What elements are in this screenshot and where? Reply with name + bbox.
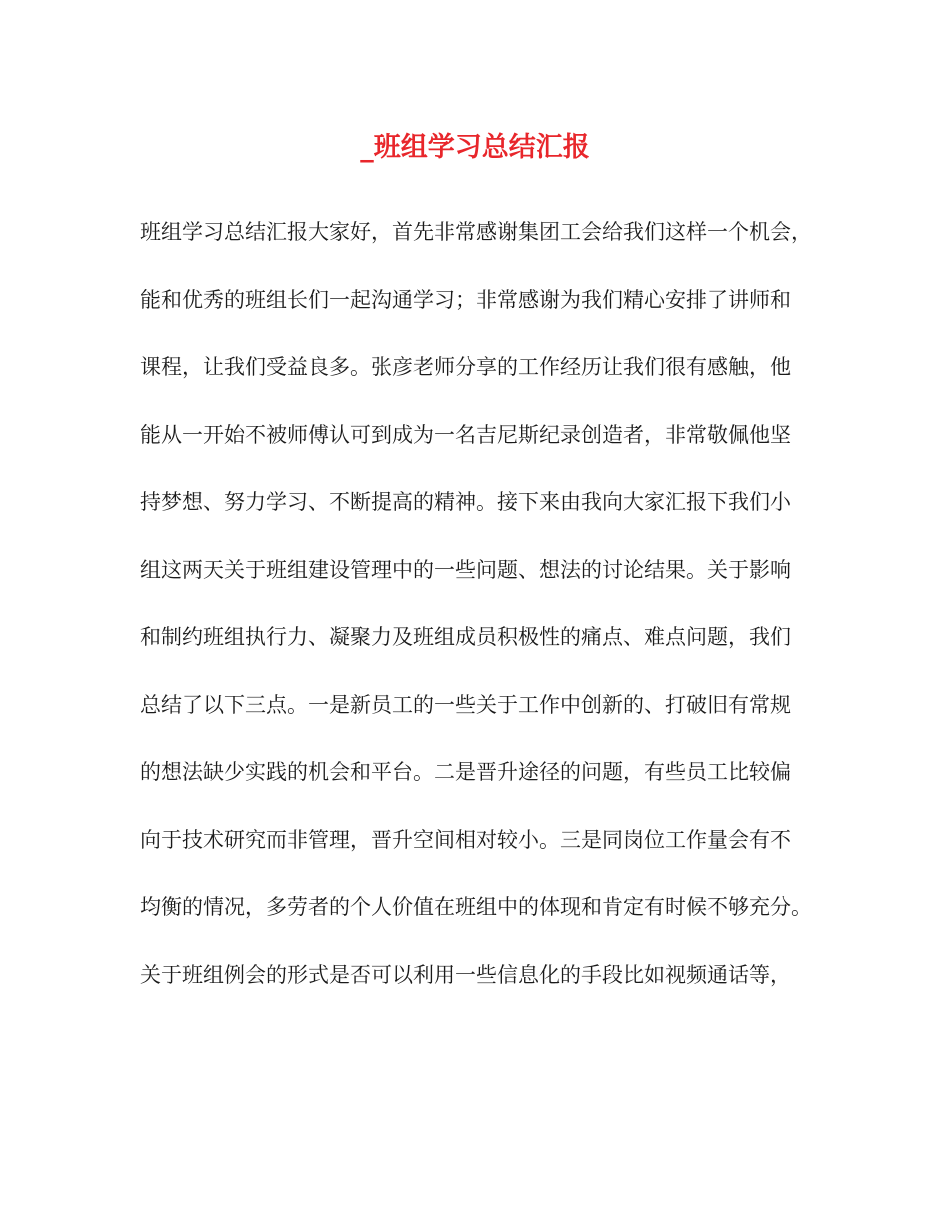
body-line: 班组学习总结汇报大家好，首先非常感谢集团工会给我们这样一个机会， bbox=[140, 220, 812, 244]
body-line: 和制约班组执行力、凝聚力及班组成员积极性的痛点、难点问题，我们 bbox=[140, 625, 791, 649]
body-line: 向于技术研究而非管理，晋升空间相对较小。三是同岗位工作量会有不 bbox=[140, 827, 791, 852]
body-line: 总结了以下三点。一是新员工的一些关于工作中创新的、打破旧有常规 bbox=[140, 692, 791, 717]
body-line: 持梦想、努力学习、不断提高的精神。接下来由我向大家汇报下我们小 bbox=[140, 490, 791, 514]
body-line: 的想法缺少实践的机会和平台。二是晋升途径的问题，有些员工比较偏 bbox=[140, 760, 791, 784]
body-line: 能和优秀的班组长们一起沟通学习；非常感谢为我们精心安排了讲师和 bbox=[140, 287, 791, 312]
body-line: 关于班组例会的形式是否可以利用一些信息化的手段比如视频通话等， bbox=[140, 962, 791, 987]
body-line: 能从一开始不被师傅认可到成为一名吉尼斯纪录创造者，非常敬佩他坚 bbox=[140, 422, 791, 447]
body-line: 课程，让我们受益良多。张彦老师分享的工作经历让我们很有感触，他 bbox=[140, 355, 791, 379]
document-body bbox=[140, 212, 830, 1022]
document-title: _班组学习总结汇报 bbox=[360, 132, 590, 163]
body-line: 均衡的情况，多劳者的个人价值在班组中的体现和肯定有时候不够充分。 bbox=[140, 895, 812, 919]
body-line: 组这两天关于班组建设管理中的一些问题、想法的讨论结果。关于影响 bbox=[140, 557, 791, 582]
